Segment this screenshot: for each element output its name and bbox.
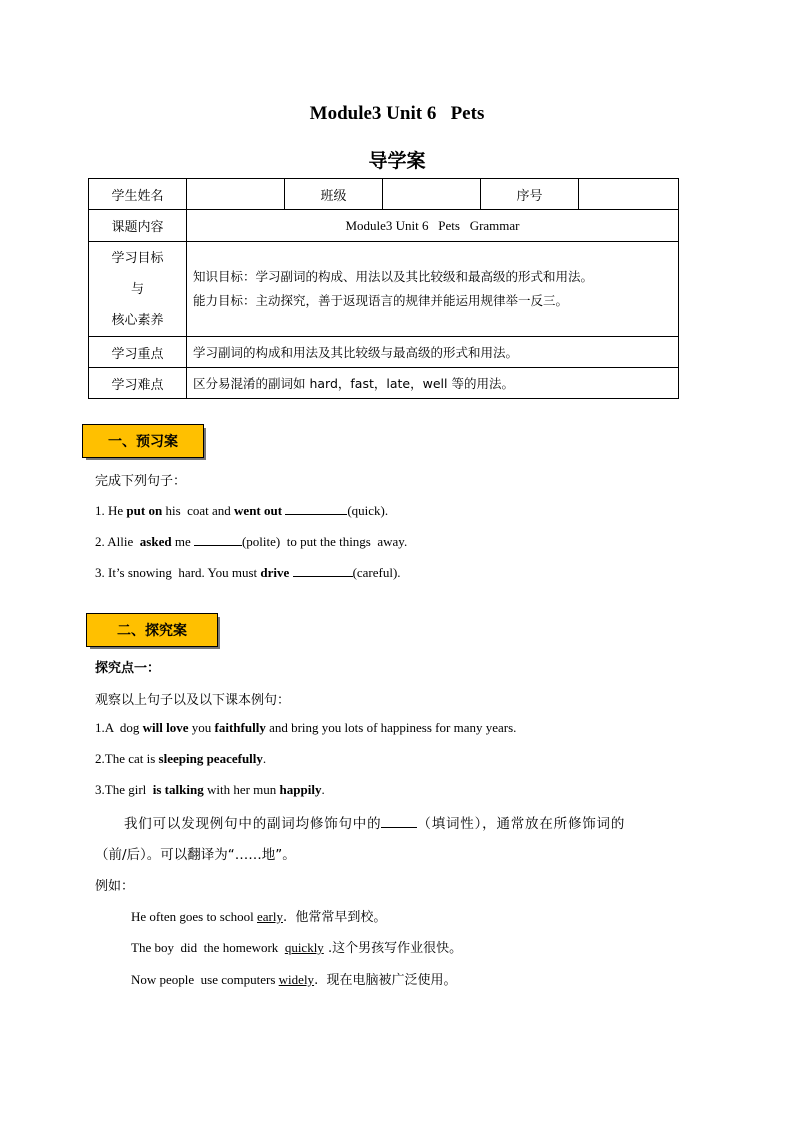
goal-label — [89, 242, 187, 337]
explore-point-label: 探究点一： — [95, 661, 161, 676]
goal-label-line: 学习目标 — [111, 250, 164, 266]
student-name-label: 学生姓名 — [89, 179, 187, 210]
explanation-paragraph-line-1: 我们可以发现例句中的副词均修饰句中的 （填词性），通常放在所修饰词的 — [124, 816, 626, 832]
table-row — [89, 368, 679, 399]
key-label: 学习重点 — [89, 337, 187, 368]
class-label: 班级 — [285, 179, 383, 210]
example-sentence-3: 3.The girl is talking with her mun happily. — [95, 782, 325, 797]
info-table — [88, 178, 679, 399]
table-row — [89, 179, 679, 210]
exercise-sentence-2: 2. Allie asked me (polite) to put the things away. — [95, 534, 408, 549]
table-row — [89, 210, 679, 242]
example-item-1: He often goes to school early. 他常常早到校。 — [131, 909, 387, 925]
goal-label-line: 与 — [130, 281, 144, 297]
example-sentence-2: 2.The cat is sleeping peacefully. — [95, 751, 267, 766]
table-row — [89, 337, 679, 368]
section-heading-preview: 一、预习案 — [82, 424, 204, 458]
goal-label-line: 核心素养 — [111, 312, 164, 328]
answer-blank[interactable] — [381, 815, 417, 828]
observe-instruction: 观察以上句子以及以下课本例句： — [95, 693, 291, 708]
page-subtitle: 导学案 — [368, 150, 426, 172]
example-item-3: Now people use computers widely. 现在电脑被广泛使用。 — [131, 972, 457, 988]
difficulty-label: 学习难点 — [89, 368, 187, 399]
student-name-field[interactable] — [187, 179, 285, 210]
table-row — [89, 242, 679, 337]
key-value: 学习副词的构成和用法及其比较级与最高级的形式和用法。 — [187, 337, 679, 368]
goal-value — [187, 242, 679, 337]
example-label: 例如： — [95, 879, 135, 894]
seat-label: 序号 — [481, 179, 579, 210]
difficulty-value: 区分易混淆的副词如 hard，fast，late，well 等的用法。 — [187, 368, 679, 399]
example-item-2: The boy did the homework quickly .这个男孩写作业很快。 — [131, 940, 463, 956]
answer-blank[interactable] — [293, 564, 353, 577]
example-sentence-1: 1.A dog will love you faithfully and bring you lots of happiness for many years. — [95, 720, 517, 735]
answer-blank[interactable] — [194, 533, 242, 546]
section-heading-explore: 二、探究案 — [86, 613, 218, 647]
class-field[interactable] — [383, 179, 481, 210]
topic-value: Module3 Unit 6 Pets Grammar — [187, 210, 679, 242]
exercise-sentence-3: 3. It’s snowing hard. You must drive (careful). — [95, 565, 401, 580]
knowledge-goal: 知识目标：学习副词的构成、用法以及其比较级和最高级的形式和用法。 — [193, 269, 594, 284]
answer-blank[interactable] — [285, 502, 347, 515]
explanation-paragraph-line-2: （前/后）。可以翻译为“……地”。 — [95, 847, 296, 863]
seat-field[interactable] — [579, 179, 679, 210]
ability-goal: 能力目标：主动探究，善于返现语言的规律并能运用规律举一反三。 — [193, 293, 569, 308]
exercise-sentence-1: 1. He put on his coat and went out (quick). — [95, 503, 389, 518]
topic-label: 课题内容 — [89, 210, 187, 242]
instruction-text: 完成下列句子： — [95, 474, 187, 489]
page-title: Module3 Unit 6 Pets — [309, 103, 485, 124]
